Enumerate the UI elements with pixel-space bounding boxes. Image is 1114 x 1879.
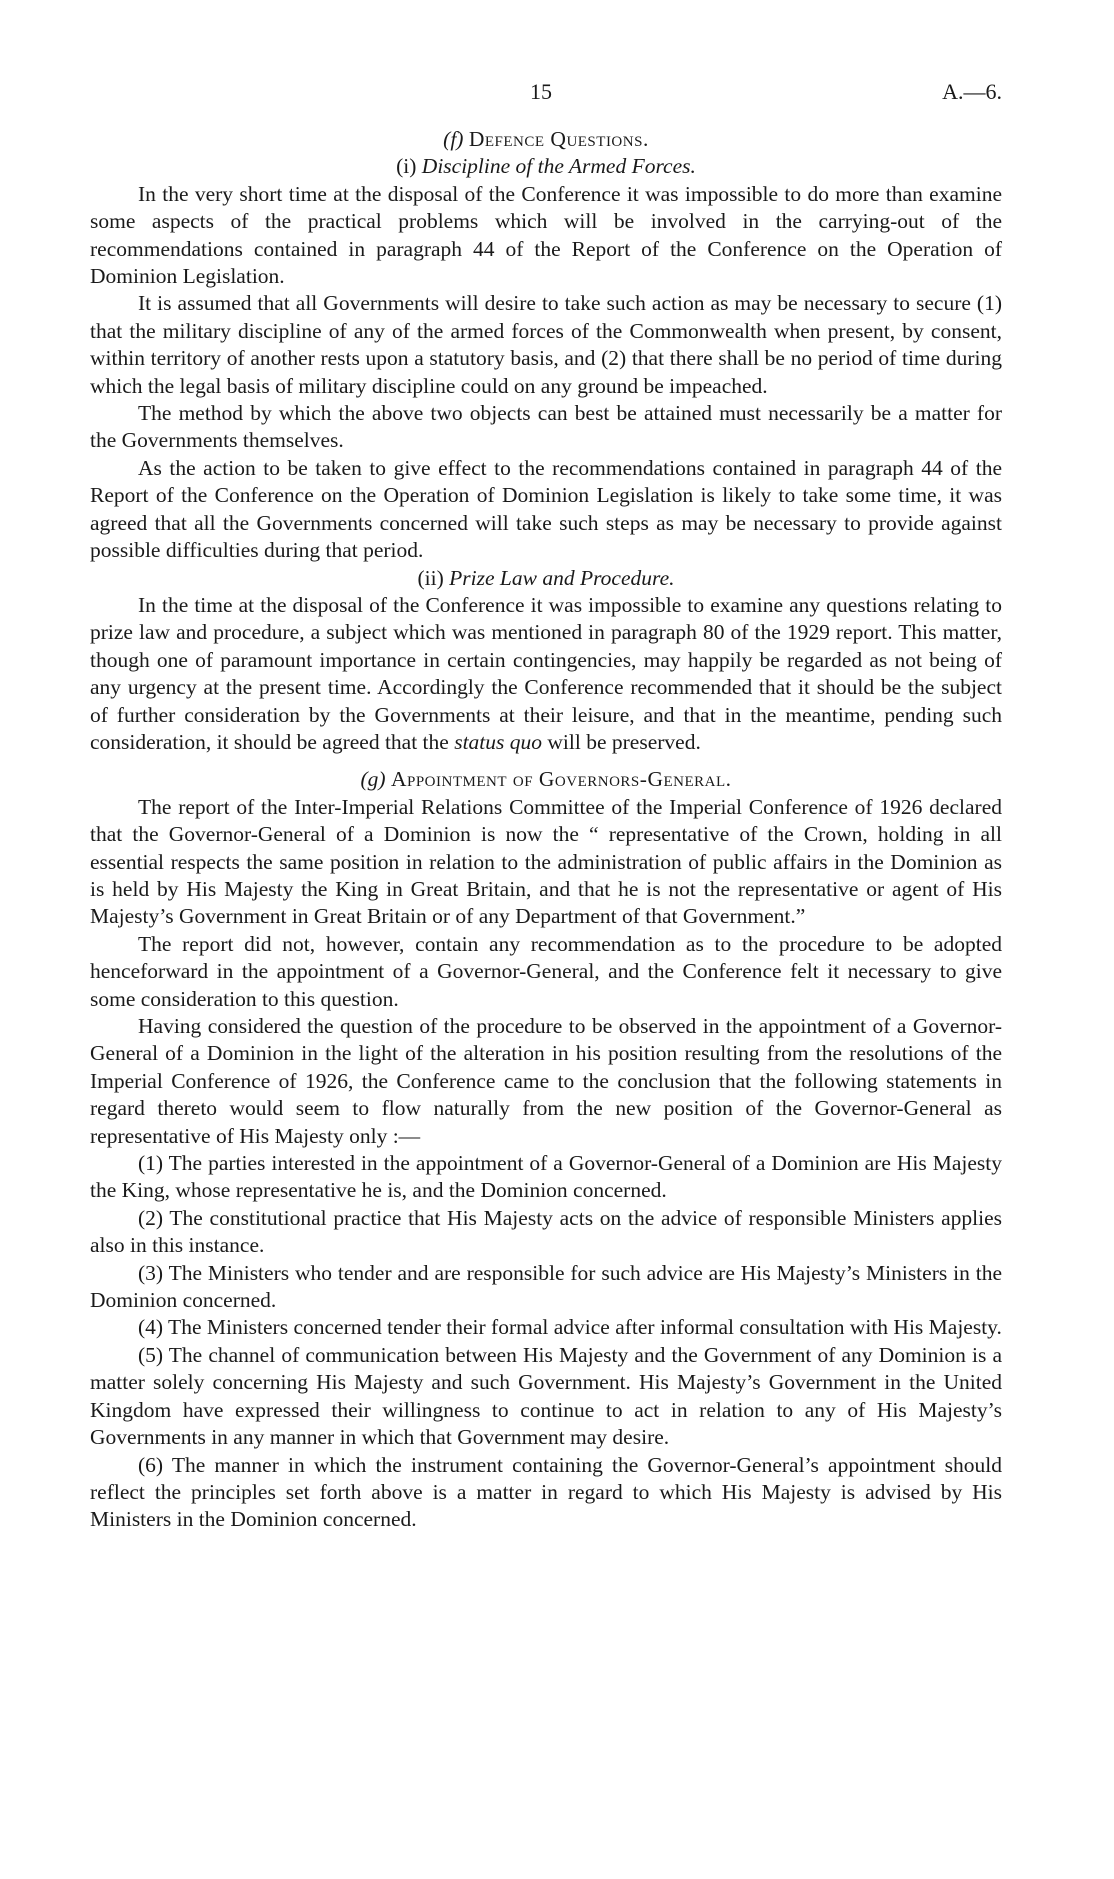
paragraph: As the action to be taken to give effect to the recommendations contained in paragraph 44 of the Report of the Conference on the Operation of Dominion Legislation is likely to take some time, it was agreed that all the Governments concerned will take such steps as may be necessary to provide against possible difficulties during that period.	[90, 455, 1002, 563]
section-f-heading	[90, 126, 1002, 153]
paper-reference: A.—6.	[942, 79, 1002, 104]
section-g-letter: (g)	[360, 767, 386, 792]
subsection-ii-title: Prize Law and Procedure.	[449, 565, 675, 590]
page-number: 15	[530, 79, 552, 104]
numbered-paragraph: (1) The parties interested in the appointment of a Governor-General of a Dominion are His Majesty the King, whose representative he is, and the Dominion concerned.	[90, 1151, 1002, 1203]
subsection-ii-heading	[90, 565, 1002, 592]
subsection-i-heading	[90, 153, 1002, 180]
subsection-i-title: Discipline of the Armed Forces.	[421, 154, 696, 179]
prize-text-before: In the time at the disposal of the Conference it was impossible to examine any questions relating to prize law and procedure, a subject which was mentioned in paragraph 80 of the 1929 report. This matter, though one of paramount importance in certain contingencies, may happily be regarded as not being of any urgency at the present time. Accordingly the Conference recommended that it should be the subject of further consideration by the Governments at their leisure, and that in the meantime, pending such consideration, it should be agreed that the	[90, 592, 1002, 754]
subsection-i-number: (i)	[396, 154, 417, 179]
numbered-paragraph: (3) The Ministers who tender and are responsible for such advice are His Majesty’s Ministers in the Dominion concerned.	[90, 1260, 1002, 1313]
prize-text-after: will be preserved.	[547, 729, 701, 754]
paragraph: The report did not, however, contain any recommendation as to the procedure to be adopted henceforward in the appointment of a Governor-General, and the Conference felt it necessary to give some consideration to this question.	[90, 931, 1002, 1011]
numbered-paragraph: (6) The manner in which the instrument containing the Governor-General’s appointment should reflect the principles set forth above is a matter in regard to which His Majesty is advised by His Ministers in the Dominion concerned.	[90, 1452, 1002, 1532]
numbered-paragraph: (4) The Ministers concerned tender their formal advice after informal consultation with His Majesty.	[138, 1315, 1002, 1340]
paragraph: Having considered the question of the procedure to be observed in the appointment of a Governor-General of a Dominion in the light of the alteration in his position resulting from the resolutions of the Imperial Conference of 1926, the Conference came to the conclusion that the following statements in regard thereto would seem to flow naturally from the new position of the Governor-General as representative of His Majesty only :—	[90, 1014, 1002, 1148]
subsection-ii-number: (ii)	[417, 565, 444, 590]
running-header	[90, 78, 1002, 112]
numbered-paragraph: (2) The constitutional practice that His Majesty acts on the advice of responsible Ministers applies also in this instance.	[90, 1205, 1002, 1258]
prize-text-italic: status quo	[454, 729, 543, 754]
section-g-heading	[90, 766, 1002, 793]
section-f-title: Defence Questions.	[468, 127, 649, 151]
document-page	[90, 78, 1002, 1534]
paragraph: The method by which the above two objects can best be attained must necessarily be a matter for the Governments themselves.	[90, 401, 1002, 453]
paragraph: It is assumed that all Governments will desire to take such action as may be necessary to secure (1) that the military discipline of any of the armed forces of the Commonwealth when present, by consent, within territory of another rests upon a statutory basis, and (2) that there shall be no period of time during which the legal basis of military discipline could on any ground be impeached.	[90, 291, 1002, 398]
paragraph: In the very short time at the disposal of the Conference it was impossible to do more than examine some aspects of the practical problems which will be involved in the carrying-out of the recommendations contained in paragraph 44 of the Report of the Conference on the Operation of Dominion Legislation.	[90, 181, 1002, 289]
numbered-paragraph: (5) The channel of communication between His Majesty and the Government of any Dominion is a matter solely concerning His Majesty and such Government. His Majesty’s Government in the United Kingdom have expressed their willingness to continue to act in relation to any of His Majesty’s Governments in any manner in which that Government may desire.	[90, 1342, 1002, 1450]
section-g-title: Appointment of Governors-General.	[390, 767, 732, 792]
paragraph: The report of the Inter-Imperial Relations Committee of the Imperial Conference of 1926 declared that the Governor-General of a Dominion is now the “ representative of the Crown, holding in all essential respects the same position in relation to the administration of public affairs in the Dominion as is held by His Majesty the King in Great Britain, and that he is not the representative or agent of His Majesty’s Government in Great Britain or of any Department of that Government.”	[90, 794, 1002, 929]
section-f-letter: (f)	[443, 127, 464, 151]
paragraph-prize-law	[90, 592, 1002, 756]
